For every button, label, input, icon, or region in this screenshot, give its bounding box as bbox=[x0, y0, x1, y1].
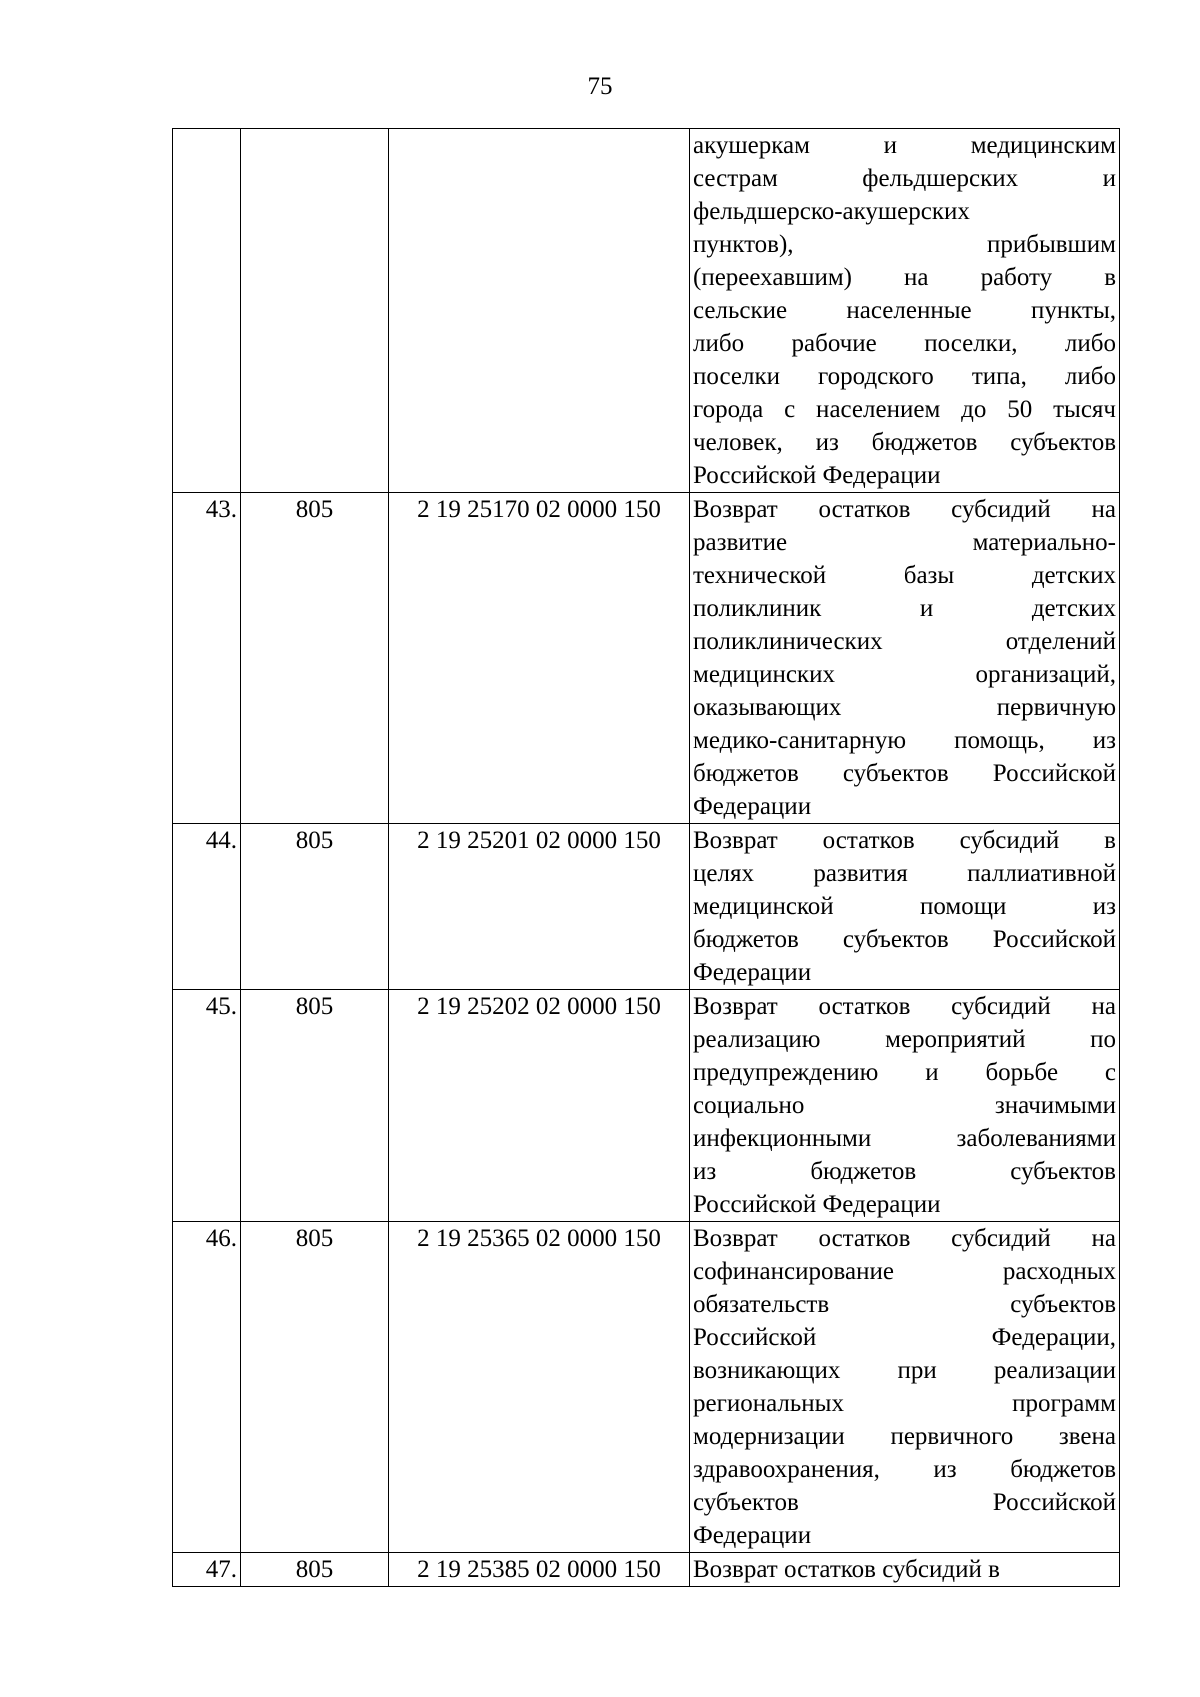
row-number-cell bbox=[173, 129, 241, 493]
description-line: здравоохранения, из бюджетов bbox=[693, 1456, 1116, 1483]
table-row bbox=[173, 1553, 1120, 1587]
budget-code-cell: 2 19 25170 02 0000 150 bbox=[389, 493, 690, 824]
description-line: Возврат остатков субсидий на bbox=[693, 496, 1116, 523]
description-line: целях развития паллиативной bbox=[693, 860, 1116, 887]
description-cell bbox=[690, 129, 1120, 493]
description-line: медицинских организаций, bbox=[693, 661, 1116, 688]
row-number-cell: 46. bbox=[173, 1222, 241, 1553]
description-line: поликлинических отделений bbox=[693, 628, 1116, 655]
description-line: модернизации первичного звена bbox=[693, 1423, 1116, 1450]
page-number: 75 bbox=[587, 73, 613, 100]
description-cell bbox=[690, 990, 1120, 1222]
description-line: софинансирование расходных bbox=[693, 1258, 1116, 1285]
description-line: развитие материально- bbox=[693, 529, 1116, 556]
description-line: из бюджетов субъектов bbox=[693, 1158, 1116, 1185]
description-line: предупреждению и борьбе с bbox=[693, 1059, 1116, 1086]
description-line: технической базы детских bbox=[693, 562, 1116, 589]
table-row bbox=[173, 990, 1120, 1222]
description-line: субъектов Российской bbox=[693, 1489, 1116, 1516]
row-number-cell: 43. bbox=[173, 493, 241, 824]
description-line: Федерации bbox=[693, 1522, 812, 1549]
description-line: бюджетов субъектов Российской bbox=[693, 926, 1116, 953]
description-line: Российской Федерации bbox=[693, 1191, 941, 1218]
row-number-cell: 45. bbox=[173, 990, 241, 1222]
description-line: бюджетов субъектов Российской bbox=[693, 760, 1116, 787]
description-line: Возврат остатков субсидий в bbox=[693, 827, 1116, 854]
description-line: сельские населенные пункты, bbox=[693, 297, 1116, 324]
description-line: человек, из бюджетов субъектов bbox=[693, 429, 1116, 456]
description-line: медицинской помощи из bbox=[693, 893, 1116, 920]
admin-code-cell bbox=[241, 129, 389, 493]
description-line: Федерации bbox=[693, 793, 812, 820]
description-line: Возврат остатков субсидий на bbox=[693, 993, 1116, 1020]
description-line: оказывающих первичную bbox=[693, 694, 1116, 721]
row-number-cell: 47. bbox=[173, 1553, 241, 1587]
description-line: либо рабочие поселки, либо bbox=[693, 330, 1116, 357]
description-cell bbox=[690, 1553, 1120, 1587]
table-row bbox=[173, 824, 1120, 990]
description-line: фельдшерско-акушерских bbox=[693, 198, 970, 225]
table-row bbox=[173, 129, 1120, 493]
description-line: реализацию мероприятий по bbox=[693, 1026, 1116, 1053]
admin-code-cell: 805 bbox=[241, 824, 389, 990]
description-cell bbox=[690, 1222, 1120, 1553]
budget-code-cell: 2 19 25201 02 0000 150 bbox=[389, 824, 690, 990]
description-line: пунктов), прибывшим bbox=[693, 231, 1116, 258]
description-line: инфекционными заболеваниями bbox=[693, 1125, 1116, 1152]
description-line: поселки городского типа, либо bbox=[693, 363, 1116, 390]
budget-code-cell: 2 19 25202 02 0000 150 bbox=[389, 990, 690, 1222]
table-row bbox=[173, 1222, 1120, 1553]
row-number-cell: 44. bbox=[173, 824, 241, 990]
budget-code-cell: 2 19 25365 02 0000 150 bbox=[389, 1222, 690, 1553]
description-line: (переехавшим) на работу в bbox=[693, 264, 1116, 291]
table-row bbox=[173, 493, 1120, 824]
description-cell bbox=[690, 824, 1120, 990]
budget-codes-table bbox=[172, 128, 1120, 1587]
description-line: социально значимыми bbox=[693, 1092, 1116, 1119]
description-line: Федерации bbox=[693, 959, 812, 986]
description-line: акушеркам и медицинским bbox=[693, 132, 1116, 159]
description-line: обязательств субъектов bbox=[693, 1291, 1116, 1318]
description-line: Российской Федерации bbox=[693, 462, 941, 489]
admin-code-cell: 805 bbox=[241, 990, 389, 1222]
description-line: города с населением до 50 тысяч bbox=[693, 396, 1116, 423]
admin-code-cell: 805 bbox=[241, 1222, 389, 1553]
description-line: Возврат остатков субсидий на bbox=[693, 1225, 1116, 1252]
description-line: Российской Федерации, bbox=[693, 1324, 1116, 1351]
description-line: возникающих при реализации bbox=[693, 1357, 1116, 1384]
table-body bbox=[173, 129, 1120, 1587]
description-line: сестрам фельдшерских и bbox=[693, 165, 1116, 192]
budget-code-cell bbox=[389, 129, 690, 493]
description-cell bbox=[690, 493, 1120, 824]
admin-code-cell: 805 bbox=[241, 1553, 389, 1587]
description-line: медико-санитарную помощь, из bbox=[693, 727, 1116, 754]
description-line: Возврат остатков субсидий в bbox=[693, 1556, 1000, 1583]
budget-code-cell: 2 19 25385 02 0000 150 bbox=[389, 1553, 690, 1587]
admin-code-cell: 805 bbox=[241, 493, 389, 824]
description-line: региональных программ bbox=[693, 1390, 1116, 1417]
description-line: поликлиник и детских bbox=[693, 595, 1116, 622]
